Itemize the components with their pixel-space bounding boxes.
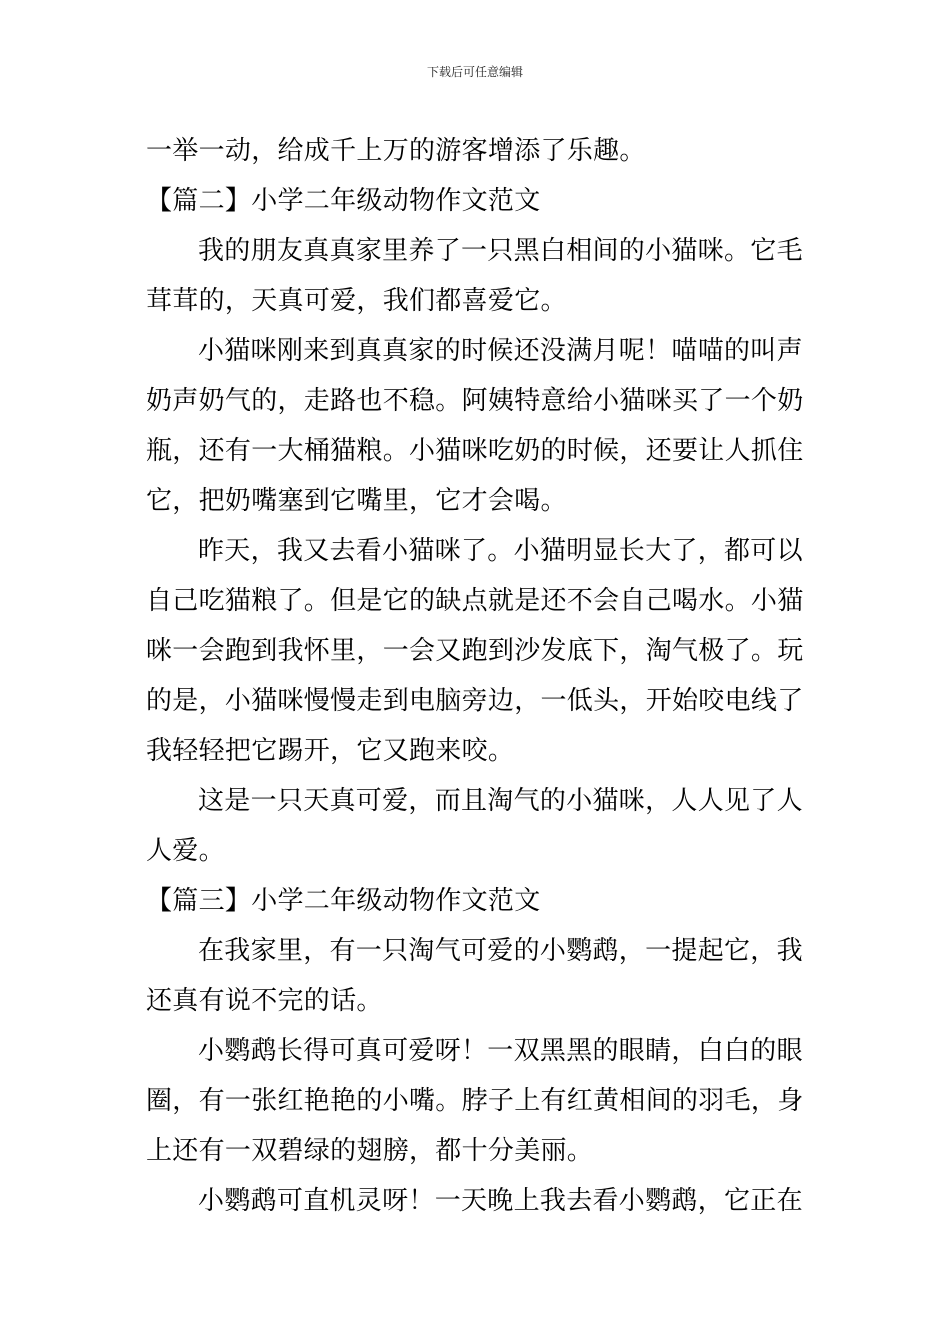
text-line: 小猫咪刚来到真真家的时候还没满月呢！喵喵的叫声 (198, 336, 803, 366)
text-line: 圈，有一张红艳艳的小嘴。脖子上有红黄相间的羽毛，身 (146, 1086, 804, 1116)
text-line: 这是一只天真可爱，而且淘气的小猫咪，人人见了人 (198, 786, 803, 816)
text-line: 昨天，我又去看小猫咪了。小猫明显长大了，都可以 (198, 536, 803, 566)
text-line: 茸茸的，天真可爱，我们都喜爱它。 (146, 286, 567, 316)
text-line: 小鹦鹉可直机灵呀！一天晚上我去看小鹦鹉，它正在 (198, 1186, 803, 1216)
text-line: 的是，小猫咪慢慢走到电脑旁边，一低头，开始咬电线了 (146, 686, 804, 716)
text-line: 在我家里，有一只淘气可爱的小鹦鹉，一提起它，我 (198, 936, 803, 966)
document-body (146, 126, 808, 1226)
text-line: 我的朋友真真家里养了一只黑白相间的小猫咪。它毛 (198, 236, 803, 266)
text-line: 瓶，还有一大桶猫粮。小猫咪吃奶的时候，还要让人抓住 (146, 436, 804, 466)
text-line: 奶声奶气的，走路也不稳。阿姨特意给小猫咪买了一个奶 (146, 386, 804, 416)
text-line: 一举一动，给成千上万的游客增添了乐趣。 (146, 136, 646, 166)
text-line: 它，把奶嘴塞到它嘴里，它才会喝。 (146, 486, 567, 516)
text-line: 小鹦鹉长得可真可爱呀！一双黑黑的眼睛，白白的眼 (198, 1036, 803, 1066)
text-line: 人爱。 (146, 836, 225, 866)
text-line: 咪一会跑到我怀里，一会又跑到沙发底下，淘气极了。玩 (146, 636, 804, 666)
text-line: 还真有说不完的话。 (146, 986, 383, 1016)
page-header: 下载后可任意编辑 (426, 65, 523, 79)
text-line: 自己吃猫粮了。但是它的缺点就是还不会自己喝水。小猫 (146, 586, 804, 616)
section-heading: 【篇二】小学二年级动物作文范文 (146, 186, 541, 216)
text-line: 我轻轻把它踢开，它又跑来咬。 (146, 736, 515, 766)
text-line: 上还有一双碧绿的翅膀，都十分美丽。 (146, 1136, 594, 1166)
section-heading: 【篇三】小学二年级动物作文范文 (146, 886, 541, 916)
